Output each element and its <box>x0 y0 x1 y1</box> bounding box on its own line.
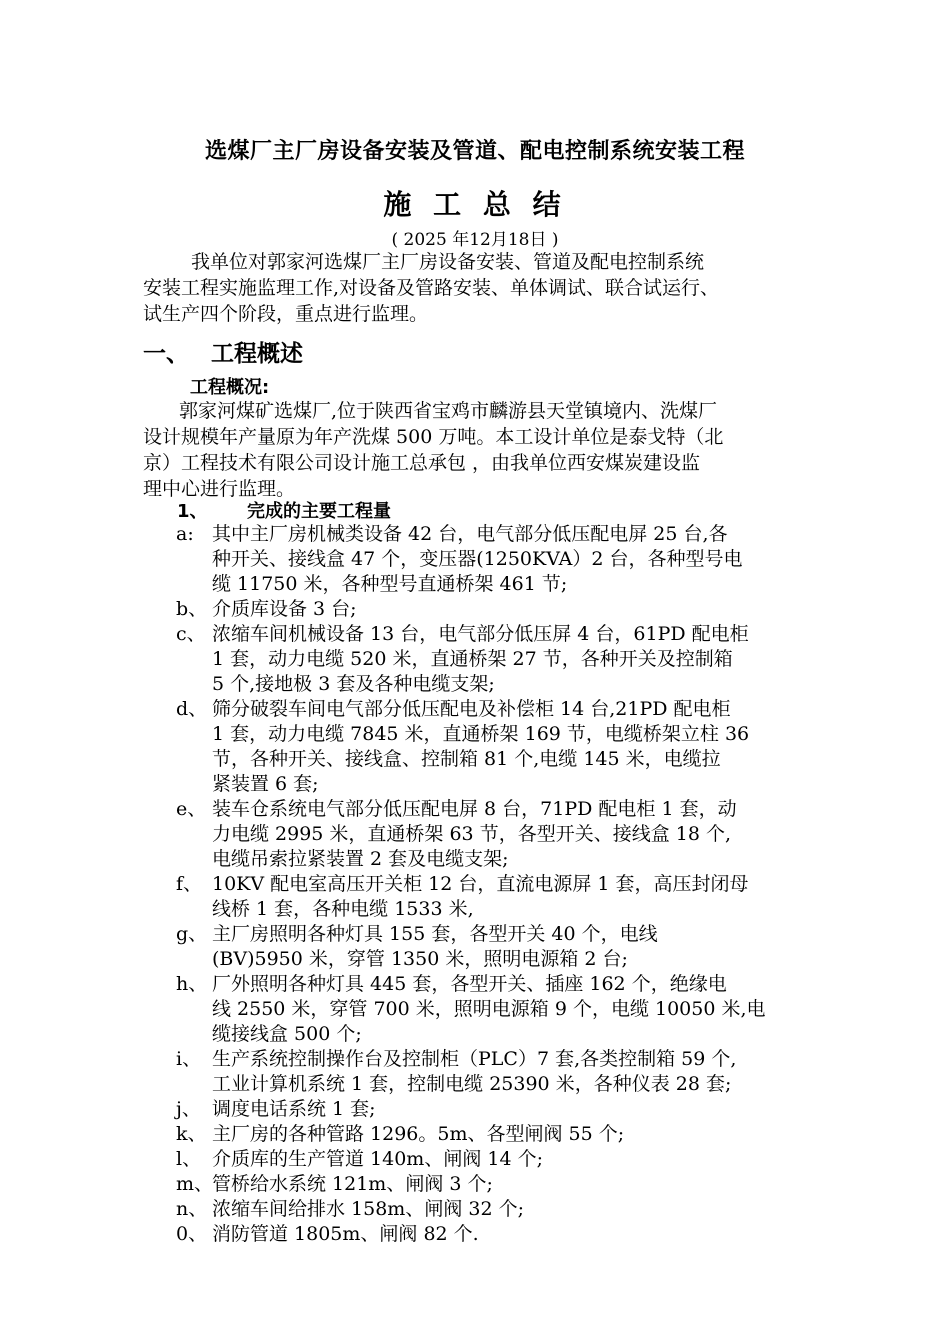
item-label: k、 <box>176 1123 207 1145</box>
item-line: 10KV 配电室高压开关柜 12 台，直流电源屏 1 套，高压封闭母 <box>212 873 749 895</box>
list-item <box>176 872 836 922</box>
intro-line: 安装工程实施监理工作,对设备及管路安装、单体调试、联合试运行、 <box>143 277 720 299</box>
item-label: b、 <box>176 598 208 620</box>
subsection-title: 完成的主要工程量 <box>247 501 391 522</box>
overview-line: 京）工程技术有限公司设计施工总承包 ，由我单位西安煤炭建设监 <box>143 452 701 474</box>
list-item <box>176 1097 836 1122</box>
item-label: g、 <box>176 923 208 945</box>
list-item <box>176 972 836 1047</box>
list-item <box>176 1147 836 1172</box>
list-item <box>176 622 836 697</box>
item-label: 0、 <box>176 1223 208 1245</box>
item-label: l、 <box>176 1148 202 1170</box>
item-line: 管桥给水系统 121m、闸阀 3 个; <box>212 1173 493 1195</box>
list-item <box>176 1047 836 1097</box>
item-label: m、 <box>176 1173 214 1195</box>
list-item <box>176 1197 836 1222</box>
list-item <box>176 597 836 622</box>
list-item <box>176 1222 836 1247</box>
item-line: 介质库的生产管道 140m、闸阀 14 个; <box>212 1148 543 1170</box>
intro-paragraph <box>143 249 823 327</box>
list-item <box>176 522 836 597</box>
item-line: 浓缩车间机械设备 13 台，电气部分低压屏 4 台，61PD 配电柜 <box>212 623 749 645</box>
item-label: d、 <box>176 698 208 720</box>
overview-line: 郭家河煤矿选煤厂,位于陕西省宝鸡市麟游县天堂镇境内、洗煤厂 <box>179 400 718 422</box>
document-title: 选煤厂主厂房设备安装及管道、配电控制系统安装工程 <box>204 139 745 164</box>
item-line: 厂外照明各种灯具 445 套，各型开关、插座 162 个，绝缘电 <box>212 973 727 995</box>
item-line: 节，各种开关、接线盒、控制箱 81 个,电缆 145 米，电缆拉 <box>212 748 721 770</box>
item-line: 浓缩车间给排水 158m、闸阀 32 个; <box>212 1198 524 1220</box>
item-label: h、 <box>176 973 208 995</box>
item-label: e、 <box>176 798 207 820</box>
item-line: 装车仓系统电气部分低压配电屏 8 台，71PD 配电柜 1 套，动 <box>212 798 737 820</box>
item-line: 5 个,接地极 3 套及各种电缆支架; <box>212 673 495 695</box>
item-line: 种开关、接线盒 47 个，变压器(1250KVA）2 台，各种型号电 <box>212 548 743 570</box>
subsection-number: 1、 <box>177 501 208 522</box>
document-date: ( 2025 年12月18日 ) <box>391 230 559 250</box>
item-line: 缆 11750 米，各种型号直通桥架 461 节; <box>212 573 568 595</box>
item-line: (BV)5950 米，穿管 1350 米，照明电源箱 2 台; <box>212 948 628 970</box>
work-items-list <box>176 522 836 1247</box>
item-line: 筛分破裂车间电气部分低压配电及补偿柜 14 台,21PD 配电柜 <box>212 698 731 720</box>
item-line: 缆接线盒 500 个; <box>212 1023 362 1045</box>
item-line: 调度电话系统 1 套; <box>212 1098 376 1120</box>
item-label: f、 <box>176 873 203 895</box>
document-subtitle: 施 工 总 结 <box>383 188 567 221</box>
list-item <box>176 797 836 872</box>
item-line: 消防管道 1805m、闸阀 82 个. <box>212 1223 479 1245</box>
item-label: n、 <box>176 1198 208 1220</box>
list-item <box>176 922 836 972</box>
item-line: 主厂房的各种管路 1296。5m、各型闸阀 55 个; <box>212 1123 625 1145</box>
section-heading <box>143 335 303 368</box>
overview-heading: 工程概况: <box>190 377 270 398</box>
section-title: 工程概述 <box>211 341 303 367</box>
item-line: 主厂房照明各种灯具 155 套，各型开关 40 个，电线 <box>212 923 658 945</box>
item-line: 力电缆 2995 米，直通桥架 63 节，各型开关、接线盒 18 个, <box>212 823 731 845</box>
item-line: 1 套，动力电缆 520 米，直通桥架 27 节，各种开关及控制箱 <box>212 648 733 670</box>
section-number: 一、 <box>143 341 189 367</box>
item-line: 线桥 1 套，各种电缆 1533 米, <box>212 898 474 920</box>
item-line: 工业计算机系统 1 套，控制电缆 25390 米，各种仪表 28 套; <box>212 1073 732 1095</box>
overview-paragraph <box>143 398 723 502</box>
list-item <box>176 1122 836 1147</box>
item-label: i、 <box>176 1048 202 1070</box>
item-line: 线 2550 米，穿管 700 米，照明电源箱 9 个，电缆 10050 米,电 <box>212 998 766 1020</box>
intro-line: 我单位对郭家河选煤厂主厂房设备安装、管道及配电控制系统 <box>191 251 705 273</box>
item-label: j、 <box>176 1098 201 1120</box>
overview-line: 设计规模年产量原为年产洗煤 500 万吨。本工设计单位是泰戈特（北 <box>143 426 724 448</box>
item-line: 电缆吊索拉紧装置 2 套及电缆支架; <box>212 848 509 870</box>
list-item <box>176 1172 836 1197</box>
item-line: 介质库设备 3 台; <box>212 598 357 620</box>
item-label: a: <box>176 523 194 545</box>
item-line: 其中主厂房机械类设备 42 台，电气部分低压配电屏 25 台,各 <box>212 523 728 545</box>
item-line: 生产系统控制操作台及控制柜（PLC）7 套,各类控制箱 59 个, <box>212 1048 737 1070</box>
overview-line: 理中心进行监理。 <box>143 478 296 500</box>
subsection-heading <box>177 497 391 523</box>
intro-line: 试生产四个阶段，重点进行监理。 <box>143 303 429 325</box>
item-line: 1 套，动力电缆 7845 米，直通桥架 169 节，电缆桥架立柱 36 <box>212 723 750 745</box>
item-label: c、 <box>176 623 206 645</box>
item-line: 紧装置 6 套; <box>212 773 319 795</box>
list-item <box>176 697 836 797</box>
